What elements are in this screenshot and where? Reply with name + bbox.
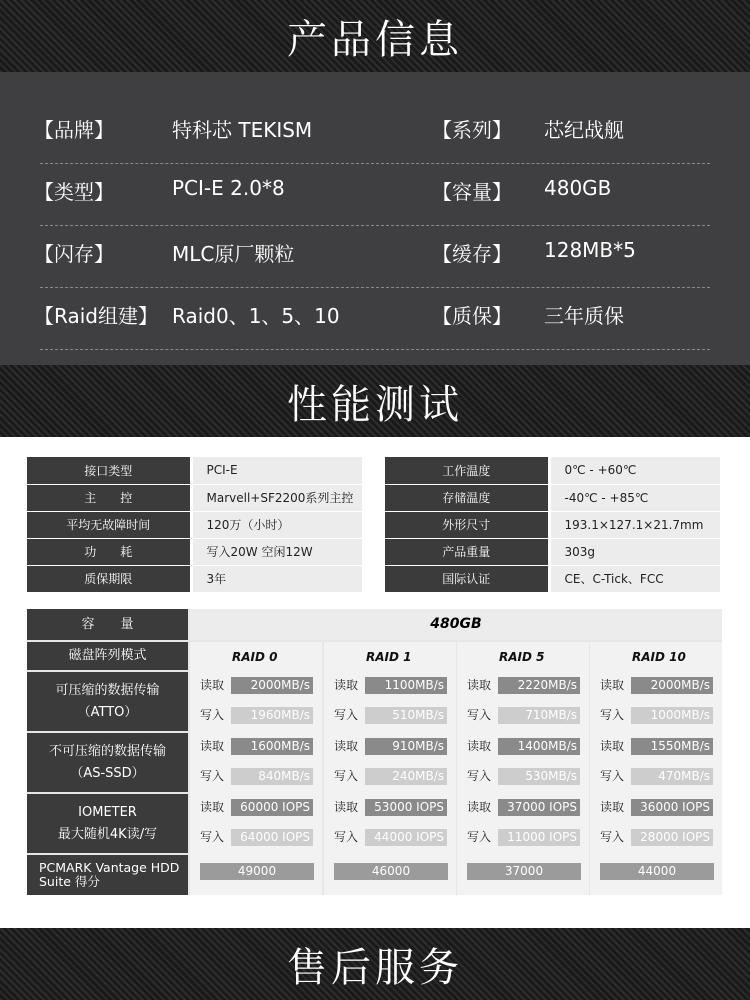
info-row (34, 164, 710, 226)
write-value: 840MB/s (231, 768, 313, 785)
spec-key: 工作温度 (385, 457, 549, 484)
write-label: 写入 (334, 769, 359, 783)
write-value: 1960MB/s (231, 707, 313, 724)
info-row (34, 102, 710, 164)
write-value: 44000 IOPS (365, 829, 447, 846)
pcmark-label-line: PCMARK Vantage HDD (39, 860, 180, 875)
write-label: 写入 (334, 708, 359, 722)
spec-key: 质保期限 (27, 565, 191, 592)
capacity-label: 容 量 (27, 609, 188, 640)
spec-table-right (385, 457, 720, 593)
write-value: 510MB/s (365, 707, 447, 724)
as-ssd-label (27, 733, 188, 792)
write-label: 写入 (200, 769, 225, 783)
info-value: 三年质保 (544, 304, 624, 328)
info-key: 【类型】 (34, 180, 114, 204)
write-value: 1000MB/s (631, 707, 713, 724)
table-row (27, 457, 362, 484)
read-value: 1600MB/s (231, 738, 313, 755)
read-label: 读取 (600, 678, 625, 692)
mode-label: 磁盘阵列模式 (27, 642, 188, 670)
info-value: 芯纪战舰 (544, 118, 624, 142)
performance-title: 性能测试 (287, 381, 463, 428)
as-ssd-label-line: 不可压缩的数据传输 (48, 743, 166, 759)
info-value: MLC原厂颗粒 (172, 242, 295, 266)
as-ssd-label-line: （AS-SSD） (70, 765, 145, 781)
read-label: 读取 (200, 678, 225, 692)
pcmark-score: 44000 (600, 863, 714, 880)
table-row (385, 511, 720, 538)
spec-value: 193.1×127.1×21.7mm (549, 511, 720, 538)
read-label: 读取 (334, 739, 359, 753)
write-label: 写入 (467, 830, 492, 844)
table-row (27, 511, 362, 538)
after-sales-title: 售后服务 (287, 944, 463, 991)
table-row (385, 457, 720, 484)
write-value: 28000 IOPS (631, 829, 713, 846)
read-value: 2000MB/s (231, 677, 313, 694)
spec-key: 外形尺寸 (385, 511, 549, 538)
pcmark-label (27, 855, 188, 895)
read-label: 读取 (600, 800, 625, 814)
write-value: 64000 IOPS (231, 829, 313, 846)
write-value: 470MB/s (631, 768, 713, 785)
read-value: 37000 IOPS (498, 799, 580, 816)
read-value: 1550MB/s (631, 738, 713, 755)
performance-banner (0, 365, 750, 437)
raid-header: RAID 1 (366, 650, 412, 664)
write-label: 写入 (334, 830, 359, 844)
read-label: 读取 (467, 739, 492, 753)
read-value: 2220MB/s (498, 677, 580, 694)
spec-value: PCI-E (191, 457, 362, 484)
write-value: 11000 IOPS (498, 829, 580, 846)
write-value: 530MB/s (498, 768, 580, 785)
read-value: 36000 IOPS (631, 799, 713, 816)
spec-value: Marvell+SF2200系列主控 (191, 484, 362, 511)
info-key: 【容量】 (432, 180, 512, 204)
read-value: 910MB/s (365, 738, 447, 755)
write-label: 写入 (200, 708, 225, 722)
info-value: PCI-E 2.0*8 (172, 176, 285, 200)
spec-value: CE、C-Tick、FCC (549, 565, 720, 592)
read-label: 读取 (467, 678, 492, 692)
info-key: 【缓存】 (432, 242, 512, 266)
info-key: 【品牌】 (34, 118, 114, 142)
performance-table (27, 609, 722, 895)
spec-value: 120万（小时） (191, 511, 362, 538)
spec-value: 3年 (191, 565, 362, 592)
write-label: 写入 (600, 830, 625, 844)
spec-value: -40℃ - +85℃ (549, 484, 720, 511)
read-label: 读取 (467, 800, 492, 814)
iometer-label (27, 794, 188, 853)
spec-table-left (27, 457, 362, 593)
raid-header: RAID 10 (632, 650, 686, 664)
spec-key: 接口类型 (27, 457, 191, 484)
info-key: 【Raid组建】 (34, 304, 158, 328)
info-value: 128MB*5 (544, 238, 636, 262)
read-label: 读取 (200, 739, 225, 753)
read-value: 2000MB/s (631, 677, 713, 694)
raid-header: RAID 0 (232, 650, 278, 664)
write-label: 写入 (467, 708, 492, 722)
read-label: 读取 (334, 678, 359, 692)
table-row (27, 484, 362, 511)
read-label: 读取 (334, 800, 359, 814)
pcmark-score: 49000 (200, 863, 314, 880)
table-row (385, 484, 720, 511)
atto-label-line: 可压缩的数据传输 (55, 682, 160, 698)
read-label: 读取 (600, 739, 625, 753)
info-value: Raid0、1、5、10 (172, 304, 340, 328)
info-key: 【系列】 (432, 118, 512, 142)
pcmark-score: 37000 (467, 863, 581, 880)
write-label: 写入 (200, 830, 225, 844)
read-value: 1100MB/s (365, 677, 447, 694)
info-row (34, 288, 710, 350)
write-label: 写入 (467, 769, 492, 783)
table-row (385, 538, 720, 565)
raid-header: RAID 5 (499, 650, 545, 664)
after-sales-banner (0, 928, 750, 1000)
spec-value: 303g (549, 538, 720, 565)
product-info-section (0, 72, 750, 365)
read-value: 60000 IOPS (231, 799, 313, 816)
spec-key: 存储温度 (385, 484, 549, 511)
read-value: 53000 IOPS (365, 799, 447, 816)
iometer-label-line: IOMETER (78, 804, 137, 820)
write-value: 710MB/s (498, 707, 580, 724)
iometer-label-line: 最大随机4K读/写 (57, 826, 158, 842)
performance-section (0, 437, 750, 928)
info-key: 【质保】 (432, 304, 512, 328)
atto-label (27, 672, 188, 731)
spec-key: 功 耗 (27, 538, 191, 565)
table-row (27, 538, 362, 565)
spec-key: 平均无故障时间 (27, 511, 191, 538)
spec-key: 国际认证 (385, 565, 549, 592)
spec-key: 主 控 (27, 484, 191, 511)
spec-key: 产品重量 (385, 538, 549, 565)
write-value: 240MB/s (365, 768, 447, 785)
read-value: 1400MB/s (498, 738, 580, 755)
info-row (34, 226, 710, 288)
table-row (27, 565, 362, 592)
info-key: 【闪存】 (34, 242, 114, 266)
write-label: 写入 (600, 708, 625, 722)
info-value: 480GB (544, 176, 612, 200)
info-value: 特科芯 TEKISM (172, 118, 313, 142)
read-label: 读取 (200, 800, 225, 814)
spec-value: 0℃ - +60℃ (549, 457, 720, 484)
product-info-banner (0, 0, 750, 72)
pcmark-score: 46000 (334, 863, 448, 880)
pcmark-label-line: Suite 得分 (39, 874, 100, 889)
table-row (385, 565, 720, 592)
product-info-title: 产品信息 (287, 16, 463, 63)
write-label: 写入 (600, 769, 625, 783)
atto-label-line: （ATTO） (77, 704, 138, 720)
capacity-value: 480GB (190, 609, 722, 640)
spec-value: 写入20W 空闲12W (191, 538, 362, 565)
